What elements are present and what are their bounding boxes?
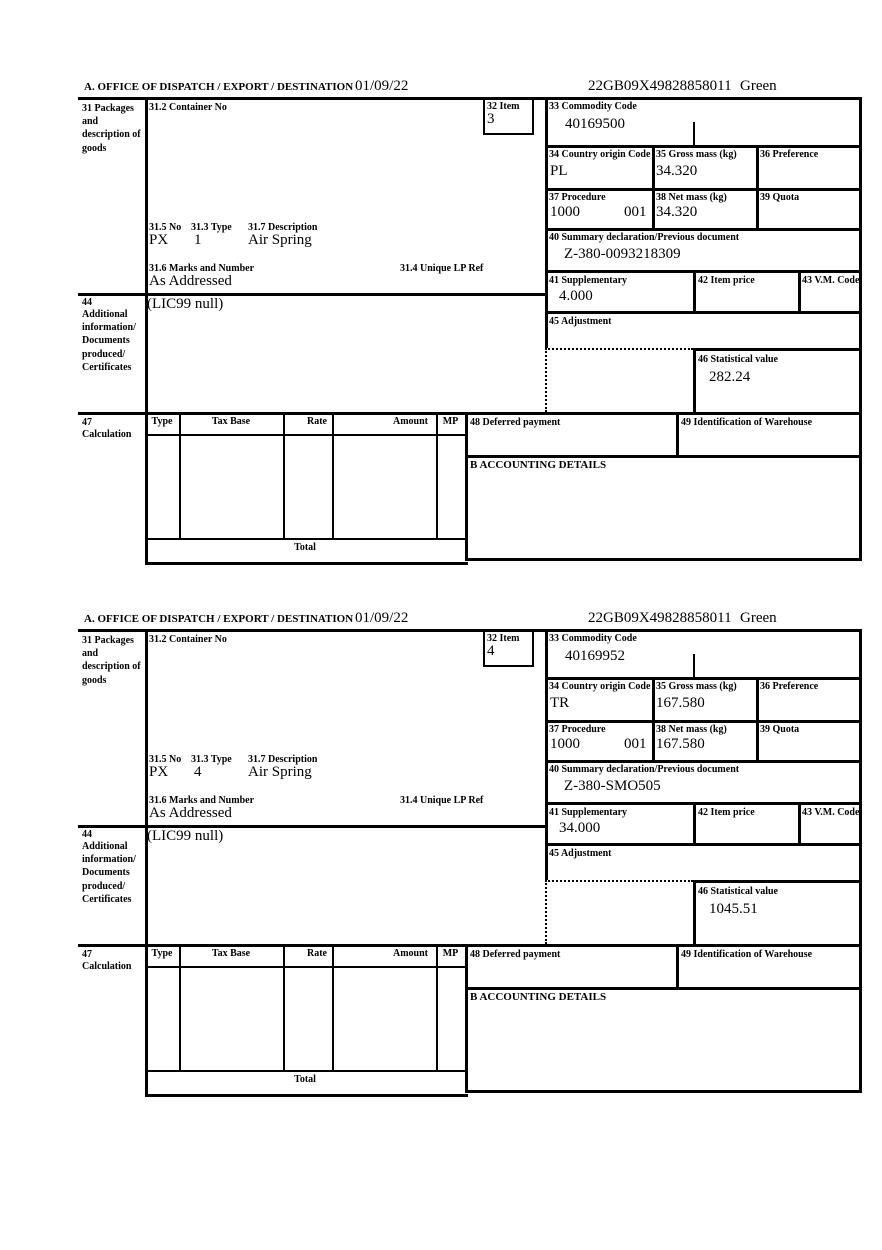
summary-declaration-value: Z-380-0093218309	[564, 246, 681, 262]
calc-total-label: Total	[294, 1074, 316, 1085]
box35-label: 35 Gross mass (kg)	[656, 149, 737, 160]
box44-label: Additional information/ Documents produced/ Certificates	[82, 841, 136, 905]
adjustment-dotted-line	[545, 880, 693, 882]
item-sheet-1	[78, 78, 862, 570]
procedure-value: 1000	[550, 736, 580, 752]
grid-line	[693, 880, 862, 883]
box41-label: 41 Supplementary	[549, 275, 628, 286]
box47-label: Calculation	[82, 961, 132, 972]
grid-line	[693, 802, 696, 843]
box34-label: 34 Country origin Code	[549, 681, 651, 692]
box31-7-label: 31.7 Description	[248, 754, 318, 765]
calc-table-line	[145, 1094, 468, 1097]
office-of-dispatch-header: A. OFFICE OF DISPATCH / EXPORT / DESTINATION	[84, 613, 354, 625]
box40-label: 40 Summary declaration/Previous document	[549, 232, 740, 243]
grid-line	[545, 270, 862, 273]
box47-number: 47	[82, 949, 92, 960]
additional-information-value: (LIC99 null)	[147, 828, 224, 844]
grid-line	[465, 455, 862, 458]
supplementary-units-value: 34.000	[559, 820, 601, 836]
grid-line	[145, 97, 148, 565]
commodity-code-tick	[693, 122, 695, 145]
calc-table-line	[436, 944, 438, 1070]
grid-line	[465, 987, 862, 990]
calc-header-type: Type	[151, 416, 173, 427]
box48-label: 48 Deferred payment	[470, 417, 561, 428]
package-type-value: 4	[194, 764, 202, 780]
box31-5-label: 31.5 No	[149, 222, 182, 233]
box34-label: 34 Country origin Code	[549, 149, 651, 160]
goods-description-value: Air Spring	[248, 764, 312, 780]
grid-line	[756, 677, 759, 760]
commodity-code-value: 40169952	[565, 648, 625, 664]
declaration-reference: 22GB09X49828858011	[588, 78, 732, 94]
box40-label: 40 Summary declaration/Previous document	[549, 764, 740, 775]
box45-label: 45 Adjustment	[549, 316, 612, 327]
box32-label: 32 Item	[487, 101, 520, 112]
box31-3-label: 31.3 Type	[191, 754, 232, 765]
calc-table-line	[179, 412, 181, 538]
box33-label: 33 Commodity Code	[549, 101, 637, 112]
procedure-extra-value: 001	[624, 204, 647, 220]
calc-total-label: Total	[294, 542, 316, 553]
grid-line	[545, 311, 862, 314]
calc-table-line	[145, 434, 465, 436]
item-sheet-2	[78, 610, 862, 1102]
gross-mass-value: 34.320	[656, 163, 698, 179]
box47-number: 47	[82, 417, 92, 428]
grid-line	[465, 1090, 862, 1093]
box35-label: 35 Gross mass (kg)	[656, 681, 737, 692]
grid-line	[545, 97, 548, 348]
grid-line	[798, 270, 801, 311]
box38-label: 38 Net mass (kg)	[656, 192, 727, 203]
grid-line	[693, 880, 696, 944]
item-box-line	[483, 97, 485, 135]
grid-line	[78, 97, 862, 100]
routing-status: Green	[740, 610, 777, 626]
additional-information-value: (LIC99 null)	[147, 296, 224, 312]
grid-line	[545, 802, 862, 805]
grid-line	[545, 843, 862, 846]
box31-6-label: 31.6 Marks and Number	[149, 263, 255, 274]
adjustment-dotted-line	[545, 348, 693, 350]
grid-line	[859, 629, 862, 1093]
item-box-line	[532, 629, 534, 667]
statistical-value: 282.24	[709, 369, 751, 385]
item-box-line	[483, 629, 485, 667]
calc-table-line	[332, 412, 334, 538]
calc-header-tax-base: Tax Base	[211, 948, 251, 959]
item-box-line	[532, 97, 534, 135]
grid-line	[652, 677, 655, 760]
grid-line	[693, 348, 696, 412]
procedure-value: 1000	[550, 204, 580, 220]
grid-line	[465, 944, 468, 1090]
commodity-code-tick	[693, 654, 695, 677]
calc-header-mp: MP	[442, 948, 459, 959]
item-box-line	[483, 665, 534, 667]
calc-header-type: Type	[151, 948, 173, 959]
grid-line	[78, 629, 862, 632]
calc-table-line	[179, 944, 181, 1070]
box31-4-label: 31.4 Unique LP Ref	[400, 263, 484, 274]
box31-3-label: 31.3 Type	[191, 222, 232, 233]
procedure-extra-value: 001	[624, 736, 647, 752]
box31-2-label: 31.2 Container No	[149, 634, 227, 645]
grid-line	[465, 558, 862, 561]
summary-declaration-value: Z-380-SMO505	[564, 778, 661, 794]
box46-label: 46 Statistical value	[698, 354, 778, 365]
adjustment-dotted-line	[545, 880, 547, 944]
calc-header-amount: Amount	[392, 416, 428, 427]
grid-line	[756, 145, 759, 228]
net-mass-value: 167.580	[656, 736, 705, 752]
box44-number: 44	[82, 829, 92, 840]
box49-label: 49 Identification of Warehouse	[681, 417, 813, 428]
box31-label: 31 Packages and description of goods	[82, 103, 141, 154]
box44-number: 44	[82, 297, 92, 308]
box32-label: 32 Item	[487, 633, 520, 644]
box37-label: 37 Procedure	[549, 192, 606, 203]
box42-label: 42 Item price	[698, 807, 755, 818]
calc-header-mp: MP	[442, 416, 459, 427]
box48-label: 48 Deferred payment	[470, 949, 561, 960]
declaration-date: 01/09/22	[355, 610, 409, 626]
box36-label: 36 Preference	[760, 149, 819, 160]
grid-line	[652, 145, 655, 228]
item-number-value: 3	[487, 111, 495, 127]
box31-2-label: 31.2 Container No	[149, 102, 227, 113]
box42-label: 42 Item price	[698, 275, 755, 286]
box41-label: 41 Supplementary	[549, 807, 628, 818]
grid-line	[693, 270, 696, 311]
item-box-line	[483, 133, 534, 135]
statistical-value: 1045.51	[709, 901, 758, 917]
box38-label: 38 Net mass (kg)	[656, 724, 727, 735]
calc-header-tax-base: Tax Base	[211, 416, 251, 427]
grid-line	[798, 802, 801, 843]
country-origin-value: TR	[550, 695, 570, 711]
declaration-reference: 22GB09X49828858011	[588, 610, 732, 626]
grid-line	[545, 629, 548, 880]
grid-line	[676, 412, 679, 455]
accounting-details-label: B ACCOUNTING DETAILS	[470, 459, 607, 471]
package-no-value: PX	[149, 764, 169, 780]
marks-and-number-value: As Addressed	[149, 805, 232, 821]
grid-line	[78, 412, 862, 415]
box31-4-label: 31.4 Unique LP Ref	[400, 795, 484, 806]
grid-line	[693, 348, 862, 351]
accounting-details-label: B ACCOUNTING DETAILS	[470, 991, 607, 1003]
grid-line	[676, 944, 679, 987]
box45-label: 45 Adjustment	[549, 848, 612, 859]
box31-5-label: 31.5 No	[149, 754, 182, 765]
calc-table-line	[283, 944, 285, 1070]
calc-table-line	[332, 944, 334, 1070]
calc-table-line	[145, 966, 465, 968]
calc-header-rate: Rate	[307, 948, 327, 959]
commodity-code-value: 40169500	[565, 116, 625, 132]
box36-label: 36 Preference	[760, 681, 819, 692]
calc-header-rate: Rate	[307, 416, 327, 427]
box43-label: 43 V.M. Code	[802, 807, 860, 818]
net-mass-value: 34.320	[656, 204, 698, 220]
box43-label: 43 V.M. Code	[802, 275, 860, 286]
calc-header-amount: Amount	[392, 948, 428, 959]
box31-label: 31 Packages and description of goods	[82, 635, 141, 686]
box47-label: Calculation	[82, 429, 132, 440]
box46-label: 46 Statistical value	[698, 886, 778, 897]
gross-mass-value: 167.580	[656, 695, 705, 711]
box39-label: 39 Quota	[760, 192, 800, 203]
grid-line	[859, 97, 862, 561]
box44-label: Additional information/ Documents produced/ Certificates	[82, 309, 136, 373]
calc-table-line	[145, 562, 468, 565]
package-type-value: 1	[194, 232, 202, 248]
grid-line	[145, 629, 148, 1097]
box33-label: 33 Commodity Code	[549, 633, 637, 644]
box31-7-label: 31.7 Description	[248, 222, 318, 233]
grid-line	[465, 412, 468, 558]
adjustment-dotted-line	[545, 348, 547, 412]
grid-line	[78, 944, 862, 947]
calc-table-line	[436, 412, 438, 538]
routing-status: Green	[740, 78, 777, 94]
country-origin-value: PL	[550, 163, 568, 179]
marks-and-number-value: As Addressed	[149, 273, 232, 289]
calc-table-line	[145, 538, 465, 540]
supplementary-units-value: 4.000	[559, 288, 593, 304]
calc-table-line	[283, 412, 285, 538]
office-of-dispatch-header: A. OFFICE OF DISPATCH / EXPORT / DESTINATION	[84, 81, 354, 93]
package-no-value: PX	[149, 232, 169, 248]
box39-label: 39 Quota	[760, 724, 800, 735]
goods-description-value: Air Spring	[248, 232, 312, 248]
declaration-date: 01/09/22	[355, 78, 409, 94]
box31-6-label: 31.6 Marks and Number	[149, 795, 255, 806]
item-number-value: 4	[487, 643, 495, 659]
box37-label: 37 Procedure	[549, 724, 606, 735]
calc-table-line	[145, 1070, 465, 1072]
box49-label: 49 Identification of Warehouse	[681, 949, 813, 960]
